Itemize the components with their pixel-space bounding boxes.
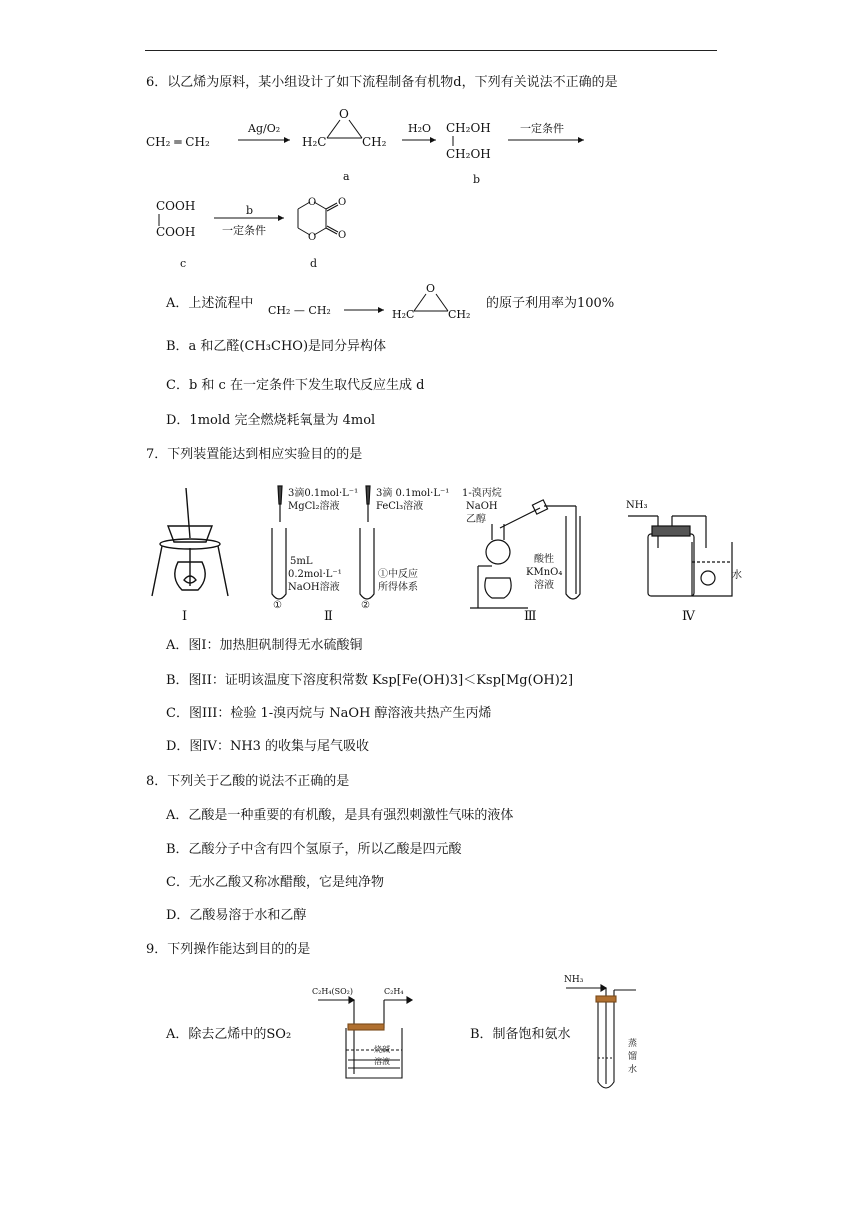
q9-fig-a-gas-washing xyxy=(308,984,428,1084)
q9-fig-b-ammonia-tube xyxy=(560,972,650,1096)
q9-option-a: A．除去乙烯中的SO₂ xyxy=(166,1027,292,1042)
q8-option-a: A．乙酸是一种重要的有机酸，是具有强烈刺激性气味的液体 xyxy=(166,808,514,823)
svg-text:O: O xyxy=(426,282,436,295)
q9-fig-b-label-3: 水 xyxy=(628,1065,638,1075)
fig-2-tube2-label1: ①中反应 xyxy=(378,569,418,580)
label-b: b xyxy=(473,173,481,186)
acetaldehyde-formula: CH₃CHO xyxy=(244,339,303,354)
oxalic-top: COOH xyxy=(156,199,196,213)
label-a: a xyxy=(343,170,350,183)
fig-3-reagent-2: NaOH xyxy=(466,501,498,512)
reagent-ag-o2: Ag/O₂ xyxy=(248,122,281,135)
fig-3-elimination-setup xyxy=(470,500,580,608)
condition-2: 一定条件 xyxy=(222,224,266,237)
q7-option-d: D．图IV：NH3 的收集与尾气吸收 xyxy=(166,739,370,754)
condition-1: 一定条件 xyxy=(520,122,564,135)
label-d: d xyxy=(310,257,318,270)
fig-4-label: Ⅳ xyxy=(682,609,695,624)
fig-2-drop2-conc: 3滴 0.1mol·L⁻¹ xyxy=(376,488,450,499)
fig-3-reagent-1: 1-溴丙烷 xyxy=(462,488,502,499)
fig-1-crucible-heating xyxy=(152,488,228,596)
fig-2-drop1-solution: MgCl₂溶液 xyxy=(288,501,340,512)
fig-4-gas-collection xyxy=(628,516,732,596)
fig-2-drop1-conc: 3滴0.1mol·L⁻¹ xyxy=(288,488,359,499)
fig-2-tube1-conc: 0.2mol·L⁻¹ xyxy=(288,569,342,580)
svg-text:O: O xyxy=(338,197,347,208)
q9-fig-a-outlet: C₂H₄ xyxy=(384,987,404,996)
svg-text:H₂C: H₂C xyxy=(392,308,415,321)
q6-scheme-row2 xyxy=(150,194,350,270)
reagent-h2o: H₂O xyxy=(408,122,432,135)
q9-fig-a-inlet: C₂H₄(SO₂) xyxy=(312,987,353,996)
q6-option-c: C．b 和 c 在一定条件下发生取代反应生成 d xyxy=(166,378,425,393)
oxalic-bottom: COOH xyxy=(156,225,196,239)
label-c: c xyxy=(180,257,187,270)
epoxide-right: CH₂ xyxy=(362,135,387,149)
fig-2-drop2-solution: FeCl₃溶液 xyxy=(376,501,424,512)
svg-text:CH₂: CH₂ xyxy=(448,308,471,321)
fig-2-tube1-solution: NaOH溶液 xyxy=(288,582,340,593)
svg-text:O: O xyxy=(338,230,347,241)
q9-fig-b-label-1: 蒸 xyxy=(628,1039,638,1049)
q7-apparatus-figure xyxy=(148,482,748,628)
glycol-top: CH₂OH xyxy=(446,121,491,135)
fig-2-marker-2: ② xyxy=(361,600,370,611)
fig-3-label: Ⅲ xyxy=(524,609,537,624)
q7-option-a: A．图I：加热胆矾制得无水硫酸铜 xyxy=(166,638,363,653)
q9-option-b: B．制备饱和氨水 xyxy=(470,1027,571,1042)
fig-3-kmno4-1: 酸性 xyxy=(534,554,554,565)
ethylene-formula: CH₂ ═ CH₂ xyxy=(146,135,210,149)
q7-option-c: C．图III：检验 1-溴丙烷与 NaOH 醇溶液共热产生丙烯 xyxy=(166,706,492,721)
fig-3-kmno4-3: 溶液 xyxy=(534,580,554,591)
svg-text:O: O xyxy=(308,232,317,243)
fig-2-label: Ⅱ xyxy=(324,609,333,624)
fig-3-kmno4-2: KMnO₄ xyxy=(526,567,563,578)
header-rule xyxy=(145,50,717,51)
q6-option-a-reaction xyxy=(266,280,486,324)
q8-option-c: C．无水乙酸又称冰醋酸，它是纯净物 xyxy=(166,875,384,890)
q9-fig-b-label-2: 馏 xyxy=(628,1052,638,1062)
q6-stem: 6．以乙烯为原料，某小组设计了如下流程制备有机物d，下列有关说法不正确的是 xyxy=(146,75,618,90)
epoxide-oxygen: O xyxy=(339,107,349,121)
svg-text:O: O xyxy=(308,197,317,208)
ethylene-formula-a: CH₂ — CH₂ xyxy=(268,304,331,317)
fig-4-water-label: 水 xyxy=(732,570,742,581)
fig-1-label: Ⅰ xyxy=(182,609,188,624)
q9-fig-a-label-1: 烧碱 xyxy=(374,1045,390,1054)
fig-2-tube1-volume: 5mL xyxy=(290,556,313,567)
q9-fig-a-label-2: 溶液 xyxy=(374,1057,390,1066)
q7-stem: 7．下列装置能达到相应实验目的的是 xyxy=(146,447,363,462)
epoxide-left: H₂C xyxy=(302,135,327,149)
fig-3-reagent-3: 乙醇 xyxy=(466,514,486,525)
q6-scheme-row1 xyxy=(140,108,600,188)
q7-option-b: B．图II：证明该温度下溶度积常数 Ksp[Fe(OH)3]＜Ksp[Mg(OH)2] xyxy=(166,673,574,688)
dioxanedione-ring xyxy=(298,202,338,235)
reagent-b: b xyxy=(246,204,254,217)
fig-2-tube2-label2: 所得体系 xyxy=(378,582,418,593)
q9-fig-b-gas: NH₃ xyxy=(564,975,584,985)
q8-option-b: B．乙酸分子中含有四个氢原子，所以乙酸是四元酸 xyxy=(166,842,462,857)
glycol-bottom: CH₂OH xyxy=(446,147,491,161)
q8-stem: 8．下列关于乙酸的说法不正确的是 xyxy=(146,774,350,789)
q6-option-b: B．a 和乙醛(CH₃CHO)是同分异构体 xyxy=(166,339,387,354)
fig-4-gas-label: NH₃ xyxy=(626,500,648,511)
q6-option-d: D．1mold 完全燃烧耗氧量为 4mol xyxy=(166,413,376,428)
q9-stem: 9．下列操作能达到目的的是 xyxy=(146,942,311,957)
q6-option-a-suffix: 的原子利用率为100% xyxy=(486,296,615,311)
fig-2-marker-1: ① xyxy=(273,600,282,611)
q8-option-d: D．乙酸易溶于水和乙醇 xyxy=(166,908,307,923)
q6-option-a-prefix: A．上述流程中 xyxy=(166,296,254,311)
